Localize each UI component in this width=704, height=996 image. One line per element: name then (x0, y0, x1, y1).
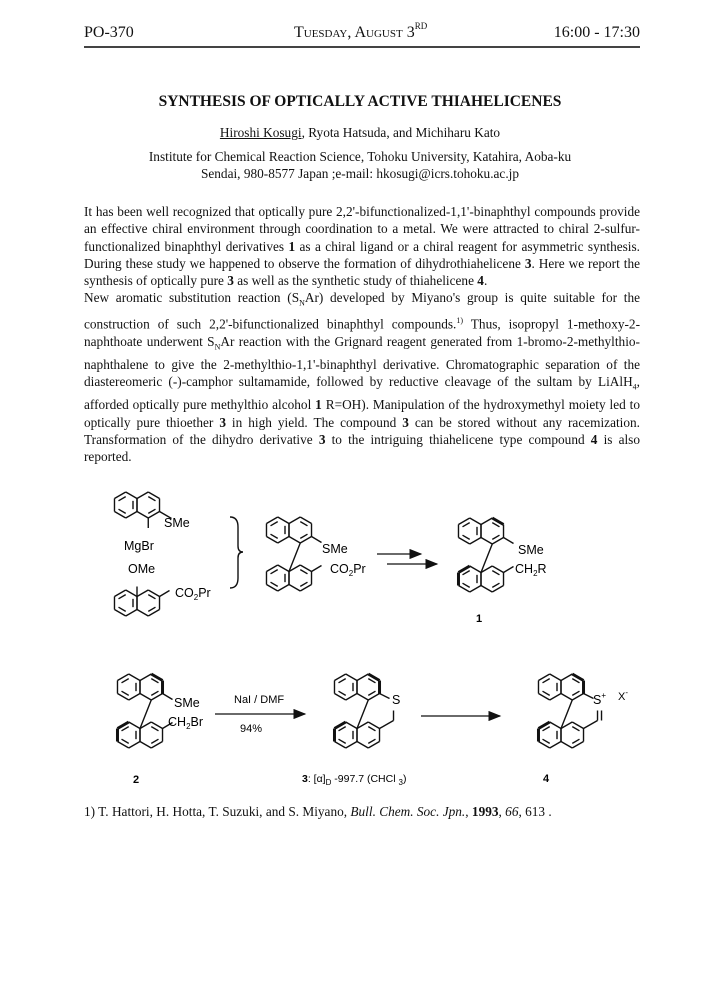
bond (140, 700, 151, 729)
session-time: 16:00 - 17:30 (553, 24, 640, 41)
bond (550, 722, 561, 729)
bond (357, 700, 368, 729)
author-list (70, 125, 650, 141)
bond (278, 537, 289, 544)
co-authors: , Ryota Hatsuda, and Michiharu Kato (301, 125, 501, 140)
bond (300, 522, 307, 526)
text: CO (330, 562, 349, 576)
reaction-scheme (0, 470, 704, 800)
bond (346, 674, 357, 681)
bond (119, 607, 126, 611)
bond (129, 722, 140, 729)
compound-label: 2 (133, 774, 140, 786)
bond (463, 523, 470, 527)
compound-ref: 3 (318, 431, 326, 447)
page-header (84, 21, 640, 48)
abstract-body (84, 203, 640, 466)
bond (126, 590, 137, 597)
bond (463, 535, 470, 539)
subscript: D (325, 778, 332, 787)
text: 1) T. Hattori, H. Hotta, T. Suzuki, and S. Miyano, (84, 804, 351, 819)
bond (119, 509, 126, 513)
bond (148, 607, 155, 611)
bond (160, 591, 170, 597)
subscript: N (214, 342, 221, 352)
bond (122, 679, 129, 683)
bond (481, 544, 492, 573)
text: Br (190, 715, 204, 729)
sme-label: SMe (174, 696, 200, 710)
bond (151, 739, 158, 743)
bond (271, 522, 278, 526)
counterion (618, 688, 628, 703)
bond (550, 674, 561, 681)
bond (481, 586, 492, 593)
text: Thus, isopropyl 1-methoxy-2-naphthoate underwent S (84, 316, 640, 350)
text: ) (402, 773, 407, 785)
ome-label: OMe (128, 562, 156, 576)
text: can be stored without any racemization. Transformation of the dihydro derivative (84, 414, 640, 447)
bond (151, 691, 158, 695)
optical-rotation (302, 773, 406, 787)
text: as well as the synthetic study of thiahelicene (233, 273, 478, 289)
text: as a chiral ligand or a chiral reagent for asymmetric synthesis. During these study we happened to observe the formation of dihydrothiahelicene (84, 238, 640, 271)
text: S (593, 693, 602, 707)
subscript: 2 (533, 569, 538, 578)
subscript: N (299, 299, 305, 309)
bond (278, 585, 289, 592)
bond (126, 512, 137, 519)
subscript: 3 (398, 778, 403, 787)
bond (126, 610, 137, 617)
charge: - (625, 688, 629, 697)
volume: 66 (505, 804, 519, 819)
compound-ref: 3 (524, 255, 532, 271)
bond (492, 583, 499, 587)
bond (481, 518, 492, 525)
bond (339, 739, 346, 743)
text: X (618, 691, 626, 703)
bond (550, 694, 561, 701)
bond (561, 742, 572, 749)
bond (119, 595, 126, 599)
bond (129, 694, 140, 701)
bond (278, 517, 289, 524)
paper-title: SYNTHESIS OF OPTICALLY ACTIVE THIAHELICENES (158, 93, 562, 110)
bond (504, 538, 514, 544)
bond (368, 691, 375, 695)
brace (230, 517, 243, 588)
text: Pr (198, 586, 211, 600)
sme-label: SMe (518, 543, 544, 557)
citation-mark: 1) (456, 316, 464, 326)
bond (300, 534, 307, 538)
bond (137, 590, 148, 597)
bond (380, 694, 390, 699)
bond (339, 679, 346, 683)
bond (357, 674, 368, 681)
co2pr-label (330, 562, 366, 578)
ch2r-label (515, 562, 547, 578)
session-day: Tuesday, August 3 (294, 24, 415, 41)
reagent-label: NaI / DMF (234, 694, 285, 706)
bond (122, 691, 129, 695)
text: , (498, 804, 506, 819)
bond (380, 721, 394, 729)
bond (289, 517, 300, 524)
subscript: 2 (193, 593, 199, 602)
journal-name: Bull. Chem. Soc. Jpn. (350, 804, 466, 819)
text: is also reported. (84, 431, 640, 465)
year: 1993 (471, 804, 499, 819)
bond (148, 497, 155, 501)
compound-ref: 4 (590, 431, 598, 447)
affiliation-line-1: Institute for Chemical Reaction Science, Tohoku University, Katahira, Aoba-ku (148, 149, 572, 164)
text: R=OH). Manipulation of the hydroxymethyl moiety led to optically pure thioether (84, 397, 640, 430)
bond (561, 694, 572, 701)
text: CH (168, 715, 187, 729)
poster-code: PO-370 (84, 24, 134, 41)
compound-label: 1 (476, 613, 483, 625)
text: It has been well recognized that optically pure 2,2'-bifunctionalized-1,1'-binaphthyl compounds provide an effective chiral environment through coordination to a metal. We were attracted to chiral 2-sulfur-functionalized binaphthyl derivatives (84, 204, 640, 254)
session-date (294, 21, 428, 42)
text: Ar reaction with the Grignard reagent generated from 1-bromo-2-methylthio-naphthalene to give the 2-methylthio-1,1'-binaphthyl derivative. Chromatographic separation of the diastereomeric (-)-camphor sultamamide, followed by reductive cleavage of the sultam by LiAlH (84, 334, 640, 390)
bond (140, 674, 151, 681)
text: Ar) developed by Miyano's group is quite suitable for the construction of such 2,2'-bifunctionalized binaphthyl compounds. (84, 290, 640, 332)
co2pr-label (175, 586, 211, 602)
compound-ref: 1 (315, 397, 322, 413)
bond (312, 537, 322, 543)
date-suffix: RD (414, 21, 428, 31)
bond (129, 742, 140, 749)
bond (357, 694, 368, 701)
bond (584, 721, 598, 729)
bond (561, 674, 572, 681)
bond (271, 582, 278, 586)
bond (470, 586, 481, 593)
abstract-paragraph-2 (84, 289, 640, 465)
bond (140, 742, 151, 749)
bond (504, 567, 514, 573)
abstract-paragraph-1 (84, 203, 640, 289)
text: to the intriguing thiahelicene type compound (325, 431, 591, 447)
charge: + (601, 691, 607, 700)
compound-label: 4 (543, 773, 550, 785)
text: , 613 . (518, 804, 552, 819)
compound-ref: 1 (288, 238, 296, 254)
bond (137, 492, 148, 499)
bond (126, 492, 137, 499)
bond (481, 538, 492, 545)
bond (300, 570, 307, 574)
bond (492, 571, 499, 575)
bond (151, 727, 158, 731)
mgbr-label: MgBr (124, 539, 154, 553)
bond (148, 509, 155, 513)
bond (271, 570, 278, 574)
subscript: 2 (348, 569, 354, 578)
compound-ref: 4 (477, 273, 484, 289)
text: CO (175, 586, 194, 600)
bond (346, 742, 357, 749)
affiliation-line-2: Sendai, 980-8577 Japan ;e-mail: hkosugi@icrs.tohoku.ac.jp (200, 166, 519, 181)
sulfur-atom: S (392, 693, 401, 707)
bond (122, 739, 129, 743)
text: -997.7 (CHCl (331, 773, 399, 785)
bond (278, 565, 289, 572)
bond (148, 595, 155, 599)
compound-ref: 3 (227, 273, 234, 289)
bond (357, 742, 368, 749)
text: in high yield. The compound (225, 414, 403, 430)
bond (289, 585, 300, 592)
bond (271, 534, 278, 538)
bond (368, 739, 375, 743)
compound-ref: 3 (219, 414, 226, 430)
text: , (465, 804, 472, 819)
text: New aromatic substitution reaction (S (84, 290, 300, 306)
yield-label: 94% (240, 723, 263, 735)
bond (572, 691, 579, 695)
bond (543, 739, 550, 743)
bond (119, 497, 126, 501)
bond (137, 610, 148, 617)
bond (129, 674, 140, 681)
bond (572, 727, 579, 731)
bond (346, 694, 357, 701)
bond (137, 512, 148, 519)
bond (312, 566, 322, 572)
presenting-author: Hiroshi Kosugi (219, 125, 302, 140)
bond (289, 543, 300, 572)
subscript: 4 (632, 383, 637, 393)
bond (368, 727, 375, 731)
text: Pr (353, 562, 366, 576)
text: : [α] (307, 773, 326, 785)
compound-label: 3 (302, 773, 308, 785)
bond (140, 694, 151, 701)
bond (289, 537, 300, 544)
ch2br-label (168, 715, 203, 731)
bond (470, 538, 481, 545)
bond (346, 722, 357, 729)
sme-label: SMe (164, 516, 190, 530)
bond (163, 694, 173, 700)
text: . (483, 273, 488, 289)
reference (84, 804, 552, 820)
bond (463, 583, 470, 587)
sulfonium-atom (593, 691, 606, 707)
text: . Here we report the synthesis of optically pure (84, 255, 641, 289)
bond (470, 518, 481, 525)
text: R (537, 562, 547, 576)
bond (300, 582, 307, 586)
text: CH (515, 562, 534, 576)
bond (561, 700, 572, 729)
bond (550, 742, 561, 749)
subscript: 2 (186, 722, 191, 731)
bond (572, 739, 579, 743)
text: , afforded optically pure methylthio alcohol (84, 374, 640, 413)
compound-ref: 3 (402, 414, 409, 430)
bond (543, 691, 550, 695)
affiliation (70, 148, 650, 182)
bond (543, 679, 550, 683)
bond (339, 691, 346, 695)
sme-label: SMe (322, 542, 348, 556)
bond (492, 535, 499, 539)
bond (470, 566, 481, 573)
